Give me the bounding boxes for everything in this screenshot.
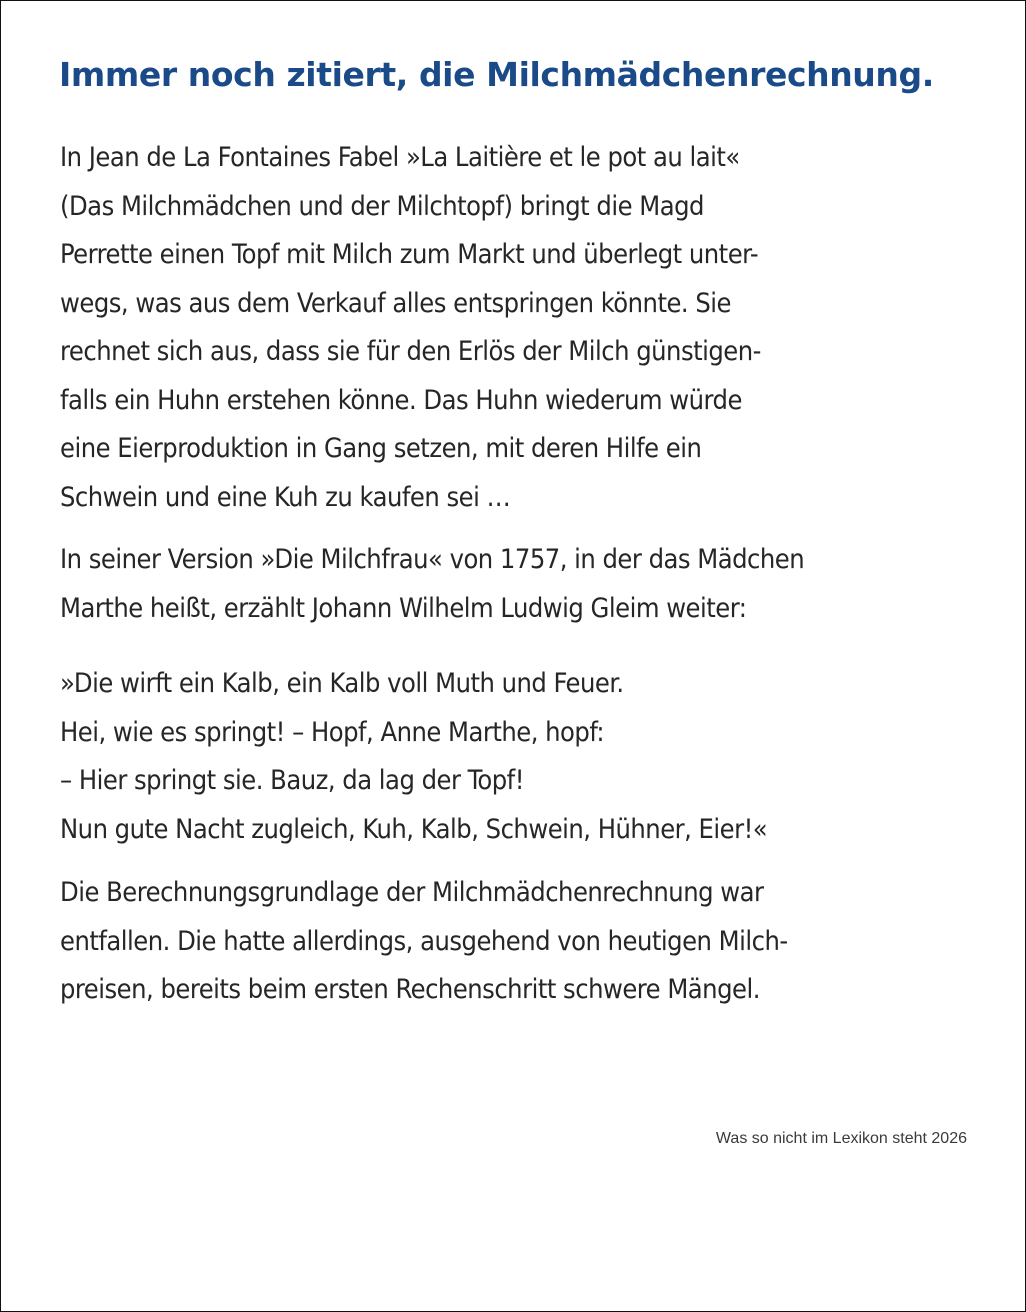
poem-line: Hei, wie es springt! – Hopf, Anne Marthe, hopf: <box>60 716 605 748</box>
text-line: rechnet sich aus, dass sie für den Erlös der Milch günstigen- <box>60 336 761 367</box>
text-line: Perrette einen Topf mit Milch zum Markt und überlegt unter- <box>60 239 759 270</box>
paragraph-conclusion <box>60 869 788 1015</box>
paragraph-fable-intro <box>60 134 761 522</box>
poem-line: »Die wirft ein Kalb, ein Kalb voll Muth und Feuer. <box>60 668 624 699</box>
text-line: Marthe heißt, erzählt Johann Wilhelm Ludwig Gleim weiter: <box>60 592 747 624</box>
text-line: In seiner Version »Die Milchfrau« von 1757, in der das Mädchen <box>60 544 805 575</box>
poem-line: Nun gute Nacht zugleich, Kuh, Kalb, Schwein, Hühner, Eier!« <box>60 813 768 845</box>
text-line: eine Eierproduktion in Gang setzen, mit deren Hilfe ein <box>60 433 702 464</box>
text-line: Die Berechnungsgrundlage der Milchmädchenrechnung war <box>60 877 764 908</box>
text-line: In Jean de La Fontaines Fabel »La Laitière et le pot au lait« <box>60 142 740 173</box>
text-line: preisen, bereits beim ersten Rechenschritt schwere Mängel. <box>60 974 760 1005</box>
text-line: Schwein und eine Kuh zu kaufen sei … <box>60 481 511 513</box>
text-line: wegs, was aus dem Verkauf alles entspringen könnte. Sie <box>60 287 731 319</box>
footer-source: Was so nicht im Lexikon steht 2026 <box>715 1130 967 1147</box>
paragraph-gleim-version <box>60 536 804 633</box>
poem-line: – Hier springt sie. Bauz, da lag der Topf! <box>60 765 524 796</box>
poem-quote <box>60 660 767 854</box>
page-title: Immer noch zitiert, die Milchmädchenrechnung. <box>59 55 934 94</box>
text-line: entfallen. Die hatte allerdings, ausgehend von heutigen Milch- <box>60 925 788 957</box>
text-line: falls ein Huhn erstehen könne. Das Huhn wiederum würde <box>60 384 742 416</box>
text-line: (Das Milchmädchen und der Milchtopf) bringt die Magd <box>60 190 704 222</box>
